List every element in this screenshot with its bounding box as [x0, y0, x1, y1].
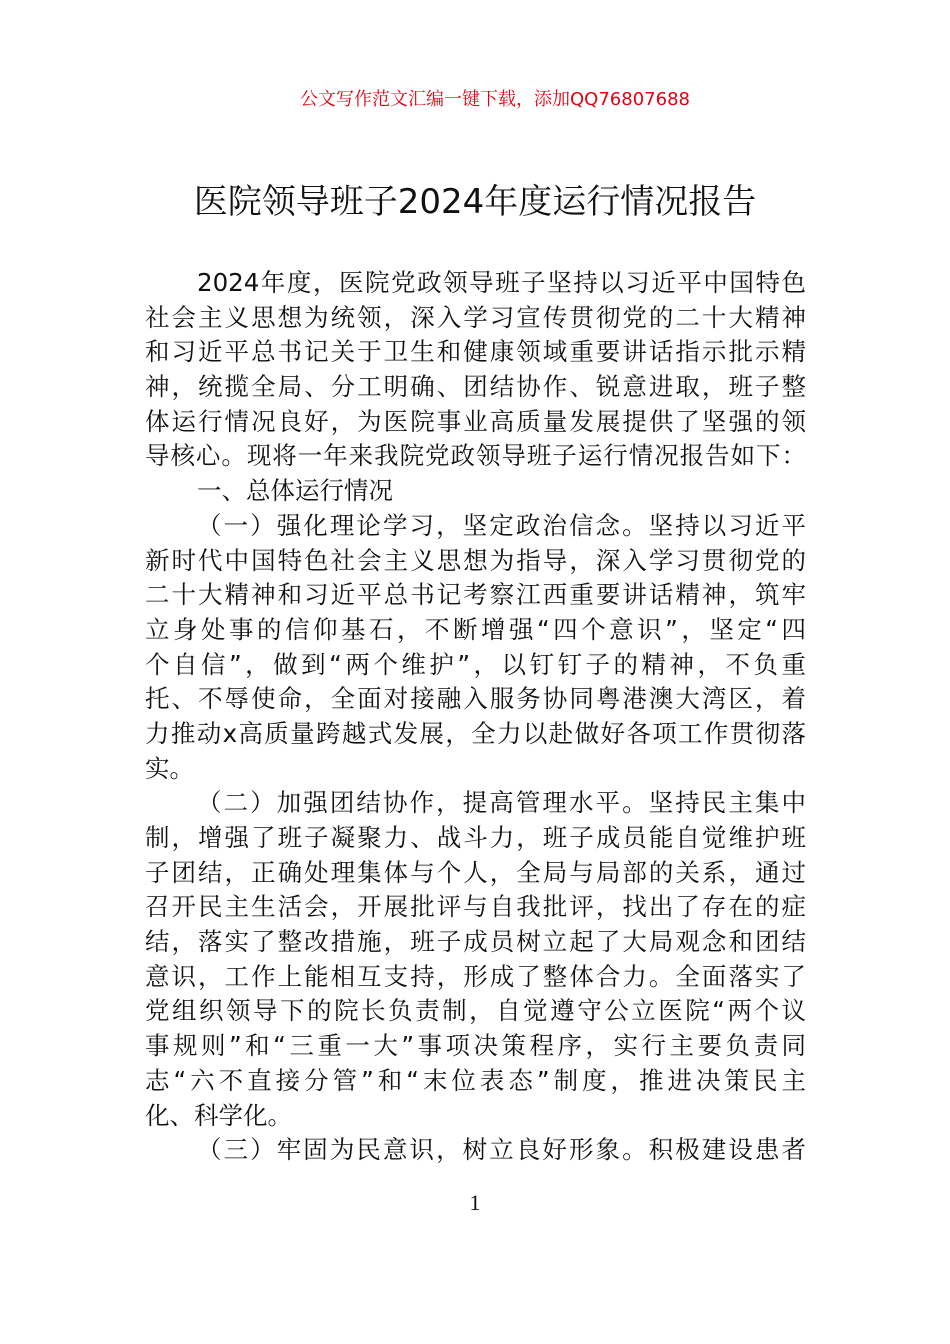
text-line: 制，增强了班子凝聚力、战斗力，班子成员能自觉维护班: [145, 823, 806, 852]
text-line: 社会主义思想为统领，深入学习宣传贯彻党的二十大精神: [145, 302, 806, 332]
text-line: 托、不辱使命，全面对接融入服务协同粤港澳大湾区，着: [145, 684, 806, 714]
text-line: 二十大精神和习近平总书记考察江西重要讲话精神，筑牢: [145, 580, 806, 610]
text-line: 立身处事的信仰基石，不断增强“四个意识”，坚定“四: [145, 614, 806, 644]
document-title: 医院领导班子2024年度运行情况报告: [193, 182, 757, 222]
text-line: （二）加强团结协作，提高管理水平。坚持民主集中: [197, 788, 806, 818]
text-line: 神，统揽全局、分工明确、团结协作、锐意进取，班子整: [145, 372, 806, 402]
watermark-header-link[interactable]: 公文写作范文汇编一键下载，添加QQ76807688: [300, 89, 690, 110]
text-line: 新时代中国特色社会主义思想为指导，深入学习贯彻党的: [145, 545, 806, 575]
text-line: 2024年度，医院党政领导班子坚持以习近平中国特色: [197, 268, 806, 297]
text-line: 意识，工作上能相互支持，形成了整体合力。全面落实了: [145, 961, 806, 991]
text-line: （三）牢固为民意识，树立良好形象。积极建设患者: [197, 1135, 806, 1165]
text-line: 实。: [145, 753, 194, 783]
text-line: （一）强化理论学习，坚定政治信念。坚持以习近平: [197, 510, 806, 540]
document-body: [145, 266, 806, 1168]
text-line: 和习近平总书记关于卫生和健康领域重要讲话指示批示精: [145, 337, 806, 367]
page-number: 1: [469, 1190, 481, 1215]
text-line: 导核心。现将一年来我院党政领导班子运行情况报告如下：: [145, 441, 806, 471]
text-line: 力推动x高质量跨越式发展，全力以赴做好各项工作贯彻落: [145, 718, 806, 748]
text-line: 个自信”，做到“两个维护”，以钉钉子的精神，不负重: [145, 649, 806, 679]
text-line: 事规则”和“三重一大”事项决策程序，实行主要负责同: [145, 1031, 806, 1061]
text-line: 子团结，正确处理集体与个人，全局与局部的关系，通过: [145, 857, 806, 887]
text-line: 志“六不直接分管”和“末位表态”制度，推进决策民主: [145, 1065, 806, 1095]
text-line: 化、科学化。: [145, 1100, 292, 1130]
text-line: 体运行情况良好，为医院事业高质量发展提供了坚强的领: [145, 406, 806, 436]
text-line: 一、总体运行情况: [197, 476, 393, 506]
text-line: 召开民主生活会，开展批评与自我批评，找出了存在的症: [145, 892, 806, 922]
text-line: 党组织领导下的院长负责制，自觉遵守公立医院“两个议: [145, 996, 806, 1026]
text-line: 结，落实了整改措施，班子成员树立起了大局观念和团结: [145, 927, 806, 957]
